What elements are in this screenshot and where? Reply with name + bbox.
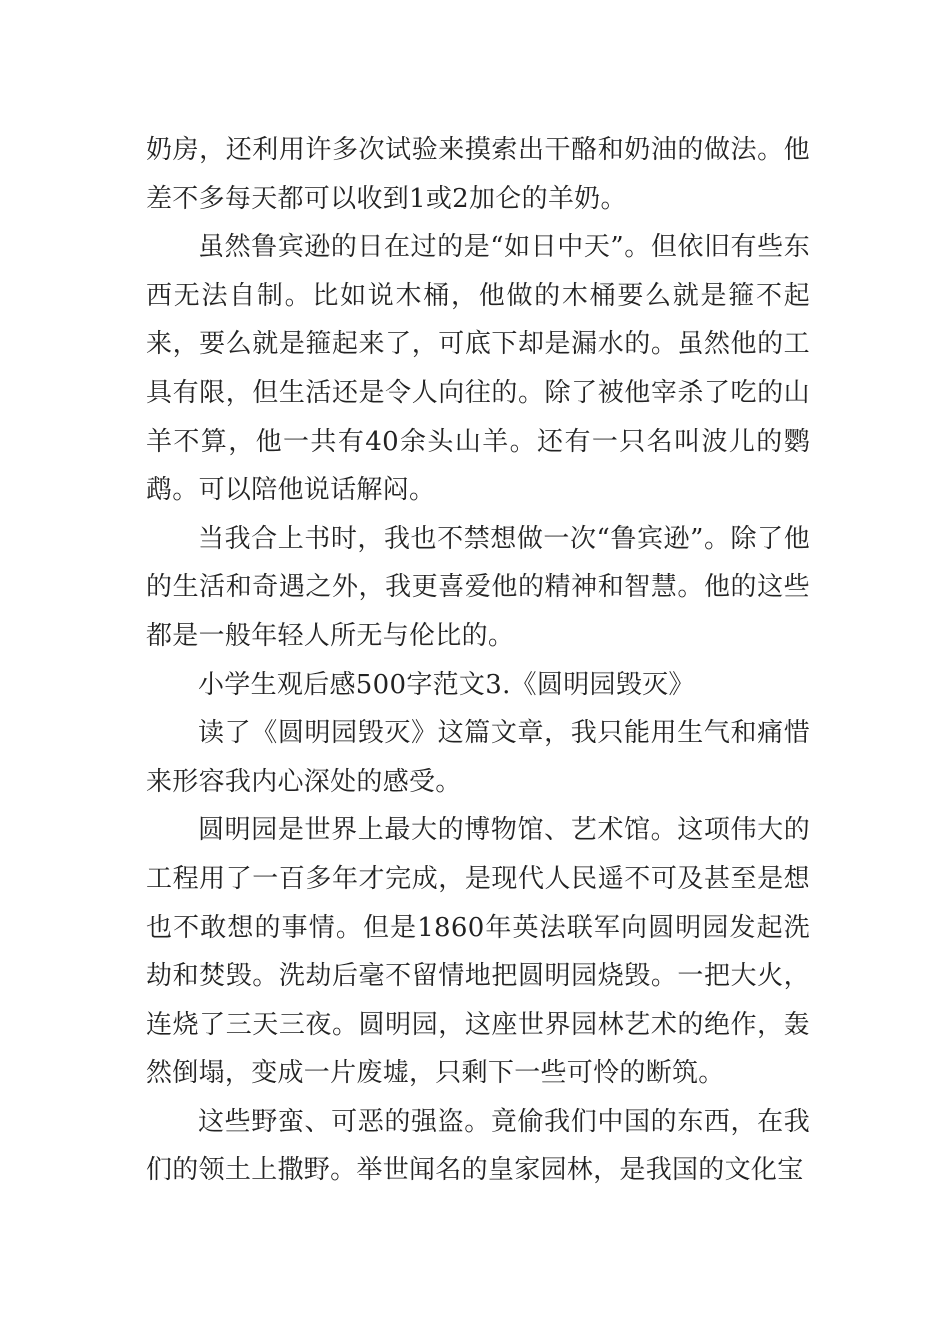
paragraph-4: 读了《圆明园毁灭》这篇文章，我只能用生气和痛惜来形容我内心深处的感受。 [146, 718, 810, 797]
paragraph-5: 圆明园是世界上最大的博物馆、艺术馆。这项伟大的工程用了一百多年才完成，是现代人民遥不可及甚至是想也不敢想的事情。但是1860年英法联军向圆明园发起洗劫和焚毁。洗劫后毫不留情地把圆明园烧毁。一把大火，连烧了三天三夜。圆明园，这座世界园林艺术的绝作，轰然倒塌，变成一片废墟，只剩下一些可怜的断筑。 [146, 815, 810, 1089]
paragraph-2: 虽然鲁宾逊的日在过的是“如日中天”。但依旧有些东西无法自制。比如说木桶，他做的木桶要么就是箍不起来，要么就是箍起来了，可底下却是漏水的。虽然他的工具有限，但生活还是令人向往的。除了被他宰杀了吃的山羊不算，他一共有40余头山羊。还有一只名叫波儿的鹦鹉。可以陪他说话解闷。 [146, 232, 810, 506]
paragraph-3: 当我合上书时，我也不禁想做一次“鲁宾逊”。除了他的生活和奇遇之外，我更喜爱他的精神和智慧。他的这些都是一般年轻人所无与伦比的。 [146, 523, 810, 651]
paragraph-6: 这些野蛮、可恶的强盗。竟偷我们中国的东西，在我们的领土上撒野。举世闻名的皇家园林，是我国的文化宝 [146, 1106, 810, 1186]
section-heading: 小学生观后感500字范文3.《圆明园毁灭》 [198, 669, 695, 700]
paragraph-1: 奶房，还利用许多次试验来摸索出干酪和奶油的做法。他差不多每天都可以收到1或2加仑的羊奶。 [146, 135, 810, 214]
document-body [146, 126, 810, 1195]
